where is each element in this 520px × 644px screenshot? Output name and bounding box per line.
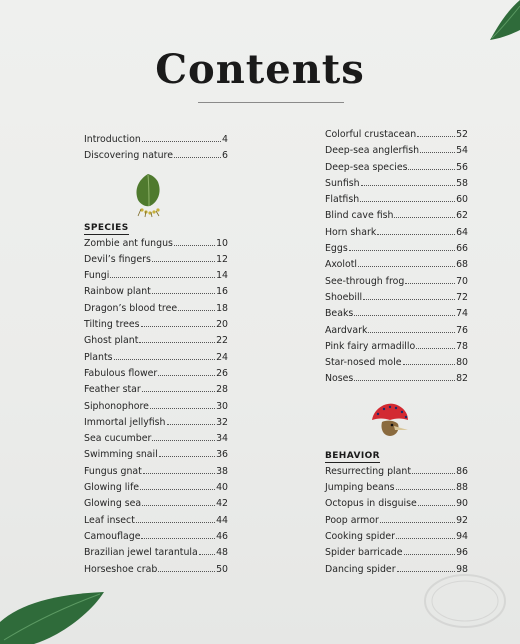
toc-entry [84,564,228,580]
toc-entry-title: Deep-sea anglerfish [325,145,420,157]
toc-entry-page: 22 [216,335,228,347]
dot-leader [416,342,455,349]
toc-entry [84,401,228,417]
toc-entry [84,238,228,254]
toc-entry-title: Resurrecting plant [325,465,412,477]
toc-entry [325,515,468,531]
dot-leader [142,135,221,142]
toc-entry [84,547,228,563]
dot-leader [142,385,215,392]
toc-entry-title: Noses [325,373,354,385]
dot-leader [167,418,216,425]
section-heading-behavior: BEHAVIOR [325,450,380,461]
toc-entry [325,373,468,389]
toc-entry-page: 48 [216,547,228,559]
leaf-insect-icon [132,172,166,218]
toc-entry-title: Aardvark [325,324,368,336]
dot-leader [403,358,456,365]
toc-entry [325,547,468,563]
toc-entry-title: Camouflage [84,530,141,542]
dot-leader [358,260,455,267]
toc-entry-page: 70 [456,275,468,287]
dot-leader [152,287,215,294]
toc-entry-page: 14 [216,270,228,282]
dot-leader [199,548,215,555]
toc-entry-title: Discovering nature [84,150,173,162]
section-heading-species: SPECIES [84,222,129,233]
toc-entry-page: 58 [456,177,468,189]
dot-leader [405,277,455,284]
toc-entry [325,178,468,194]
toc-entry-title: Pink fairy armadillo [325,340,416,352]
toc-entry-page: 46 [216,530,228,542]
toc-entry-title: Blind cave fish [325,210,394,222]
toc-entry-title: Brazilian jewel tarantula [84,547,198,559]
toc-entry-title: Glowing life [84,482,140,494]
toc-entry-page: 16 [216,286,228,298]
leaf-icon [486,0,520,40]
dot-leader [178,304,215,311]
behavior-list [325,466,468,580]
toc-entry-page: 28 [216,384,228,396]
dot-leader [110,271,215,278]
toc-entry-page: 86 [456,465,468,477]
dot-leader [420,146,455,153]
toc-entry-page: 64 [456,226,468,238]
toc-entry-page: 38 [216,465,228,477]
toc-entry-title: Deep-sea species [325,161,408,173]
toc-entry-page: 90 [456,498,468,510]
toc-entry-title: Fabulous flower [84,367,158,379]
toc-entry-page: 34 [216,433,228,445]
toc-entry-title: Siphonophore [84,400,149,412]
dot-leader [418,499,455,506]
toc-entry-title: Immortal jellyfish [84,416,166,428]
toc-entry-page: 26 [216,367,228,379]
page-title: Contents [155,46,365,93]
toc-entry-page: 54 [456,145,468,157]
dot-leader [412,467,455,474]
dot-leader [152,255,215,262]
dot-leader [368,326,455,333]
toc-entry-page: 42 [216,498,228,510]
toc-entry-page: 78 [456,340,468,352]
toc-entry [84,254,228,270]
toc-entry [84,384,228,400]
dot-leader [377,228,455,235]
dot-leader [136,516,215,523]
toc-entry-title: Zombie ant fungus [84,237,173,249]
toc-entry [84,368,228,384]
dot-leader [139,336,215,343]
toc-entry-page: 62 [456,210,468,222]
toc-entry-title: Star-nosed mole [325,357,402,369]
toc-entry-page: 98 [456,563,468,575]
toc-entry [84,449,228,465]
toc-entry [84,352,228,368]
toc-entry-page: 10 [216,237,228,249]
species-list [84,238,228,580]
dot-leader [141,320,216,327]
toc-entry [325,243,468,259]
toc-entry-page: 92 [456,514,468,526]
toc-entry-title: Horn shark [325,226,377,238]
toc-entry [325,482,468,498]
toc-entry [84,482,228,498]
toc-entry-title: Dancing spider [325,563,396,575]
dot-leader [363,293,455,300]
toc-entry-page: 30 [216,400,228,412]
toc-entry-title: Cooking spider [325,530,395,542]
toc-entry [325,357,468,373]
toc-entry [84,417,228,433]
toc-entry-title: Glowing sea [84,498,142,510]
toc-entry-page: 40 [216,482,228,494]
toc-entry [325,498,468,514]
toc-entry [84,335,228,351]
toc-entry-title: Swimming snail [84,449,158,461]
dot-leader [174,239,215,246]
toc-entry [325,162,468,178]
toc-entry-title: Fungi [84,270,110,282]
toc-entry [84,498,228,514]
dot-leader [396,532,455,539]
toc-entry-title: Axolotl [325,259,358,271]
toc-entry-page: 56 [456,161,468,173]
dot-leader [143,467,215,474]
dot-leader [159,450,215,457]
toc-entry-title: Flatfish [325,194,360,206]
toc-entry [325,531,468,547]
toc-entry-page: 60 [456,194,468,206]
toc-entry-title: Dragon’s blood tree [84,302,178,314]
toc-entry-page: 74 [456,308,468,320]
toc-entry-title: Horseshoe crab [84,563,158,575]
toc-entry-page: 36 [216,449,228,461]
dot-leader [158,369,215,376]
toc-entry-page: 68 [456,259,468,271]
toc-entry-page: 18 [216,302,228,314]
dot-leader [150,402,215,409]
toc-entry-title: Plants [84,351,113,363]
toc-entry-title: Feather star [84,384,141,396]
toc-entry-page: 44 [216,514,228,526]
dot-leader [158,565,215,572]
toc-entry-page: 32 [216,416,228,428]
dot-leader [141,532,215,539]
toc-entry [325,292,468,308]
toc-entry-page: 12 [216,253,228,265]
dot-leader [354,309,455,316]
species-list-continued [325,129,468,390]
toc-entry-title: Jumping beans [325,482,395,494]
dot-leader [349,244,455,251]
dot-leader [114,353,216,360]
toc-entry-title: Octopus in disguise [325,498,417,510]
toc-entry-title: Shoebill [325,291,363,303]
dot-leader [408,163,455,170]
toc-entry-page: 82 [456,373,468,385]
contents-right-column [325,129,468,580]
toc-entry-page: 6 [222,150,228,162]
toc-entry-title: Introduction [84,134,141,145]
toc-entry [325,210,468,226]
toc-entry-page: 80 [456,357,468,369]
toc-entry-page: 72 [456,291,468,303]
toc-entry-title: Fungus gnat [84,465,142,477]
toc-entry [325,145,468,161]
toc-entry-title: Colorful crustacean [325,129,417,140]
toc-entry-page: 66 [456,243,468,255]
toc-entry [325,259,468,275]
toc-entry [325,308,468,324]
toc-entry-page: 52 [456,129,468,140]
dot-leader [417,130,455,137]
dot-leader [394,211,455,218]
dot-leader [404,548,456,555]
toc-entry [84,270,228,286]
toc-entry [84,134,228,150]
toc-entry [325,466,468,482]
toc-entry [325,129,468,145]
toc-entry [325,325,468,341]
dot-leader [397,565,456,572]
toc-entry-title: Beaks [325,308,354,320]
toc-entry-page: 24 [216,351,228,363]
toc-entry [84,286,228,302]
intro-list [84,134,228,167]
toc-entry-title: Sea cucumber [84,433,152,445]
watermark-stamp [422,572,508,630]
toc-entry-page: 96 [456,547,468,559]
toc-entry [84,319,228,335]
toc-entry-page: 94 [456,530,468,542]
toc-entry-page: 4 [222,134,228,145]
toc-entry [84,466,228,482]
dot-leader [140,483,215,490]
toc-entry-title: Devil’s fingers [84,253,151,265]
toc-entry [84,150,228,166]
dot-leader [360,195,455,202]
toc-entry-page: 76 [456,324,468,336]
dot-leader [174,151,221,158]
toc-entry-title: Poop armor [325,514,379,526]
toc-entry-title: Rainbow plant [84,286,151,298]
dot-leader [380,516,455,523]
toc-entry-title: Leaf insect [84,514,135,526]
dot-leader [396,483,456,490]
toc-entry-title: Tilting trees [84,319,140,331]
toc-entry [84,433,228,449]
title-divider [198,102,344,103]
leaf-icon [0,592,110,644]
dot-leader [361,179,455,186]
toc-entry-page: 20 [216,319,228,331]
toc-entry-title: Sunfish [325,177,360,189]
toc-entry [84,303,228,319]
dot-leader [354,374,455,381]
toc-entry-page: 88 [456,482,468,494]
toc-entry [325,341,468,357]
toc-entry-title: Spider barricade [325,547,403,559]
toc-entry [84,515,228,531]
toc-entry-page: 50 [216,563,228,575]
toc-entry-title: See-through frog [325,275,405,287]
toc-entry-title: Eggs [325,243,348,255]
dot-leader [152,434,215,441]
toc-entry [325,227,468,243]
toc-entry-title: Ghost plant [84,335,139,347]
toc-entry [325,276,468,292]
toc-entry [84,531,228,547]
dot-leader [142,499,215,506]
toc-entry [325,194,468,210]
crested-bird-icon [368,400,412,444]
